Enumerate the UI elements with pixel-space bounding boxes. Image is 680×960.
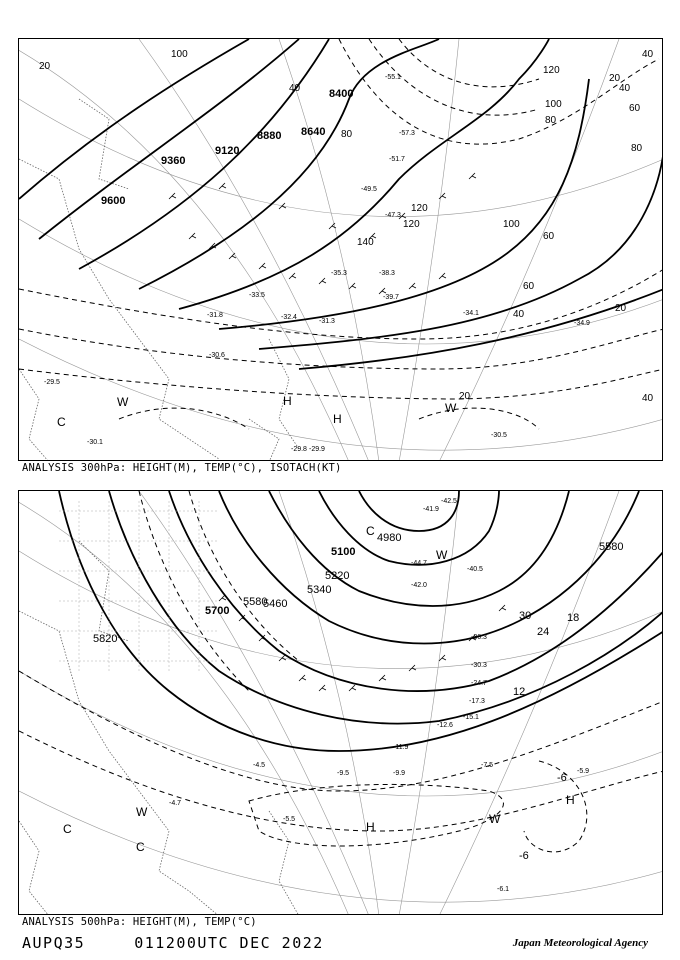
height-label: 5580: [599, 541, 624, 553]
analysis-grid: [59, 501, 219, 671]
warm-center: W: [436, 548, 448, 562]
contour-label: 18: [567, 612, 580, 624]
temp-label: -34.9: [574, 320, 590, 327]
height-label: 8640: [301, 126, 326, 138]
height-label: 9600: [101, 195, 126, 207]
valid-time: 011200UTC DEC 2022: [134, 934, 324, 952]
isotach-label: 100: [503, 219, 520, 230]
temp-label: -55.1: [385, 74, 401, 81]
temp-label: -9.9: [393, 770, 406, 777]
temp-label: -15.1: [463, 714, 479, 721]
chart-code: AUPQ35: [22, 934, 86, 952]
cold-center: C: [57, 415, 66, 429]
isotach-label: 100: [171, 49, 188, 60]
temp-label: -24.7: [471, 680, 487, 687]
height-label: 4980: [377, 532, 402, 544]
high-center: H: [283, 394, 292, 408]
isotach-label: 140: [357, 237, 374, 248]
temp-label: -29.9: [309, 446, 325, 453]
panel-caption-300hpa: ANALYSIS 300hPa: HEIGHT(M), TEMP(°C), ISOTACH(KT): [22, 462, 342, 474]
temp-label: -51.7: [389, 156, 405, 163]
high-center: H: [566, 793, 575, 807]
temp-label: -36.3: [471, 634, 487, 641]
graticule: [19, 39, 663, 461]
high-center: H: [366, 820, 375, 834]
temp-label: -38.3: [379, 270, 395, 277]
warm-center: W: [445, 401, 457, 415]
isotach-label: 20: [615, 303, 627, 314]
isotach-label: 40: [513, 309, 525, 320]
height-label: 9120: [215, 145, 240, 157]
isotach-label: 120: [411, 203, 428, 214]
temp-label: -39.7: [383, 294, 399, 301]
temp-label: -42.5: [441, 498, 457, 505]
isotach-label: 60: [629, 103, 641, 114]
isotach-label: 40: [619, 83, 631, 94]
contour-label: -6: [519, 850, 529, 862]
warm-center: W: [136, 805, 148, 819]
isotach-label: 60: [523, 281, 535, 292]
height-label: 5100: [331, 546, 356, 558]
temp-label: -41.9: [423, 506, 439, 513]
contour-label: -6: [557, 772, 567, 784]
temp-label: -31.3: [319, 318, 335, 325]
temp-label: -57.3: [399, 130, 415, 137]
pressure-centers: [63, 524, 575, 854]
high-center: H: [333, 412, 342, 426]
contour-labels: [513, 610, 579, 862]
height-label: 5700: [205, 605, 230, 617]
map-300hpa-svg: [19, 39, 663, 461]
chart-identifier: [22, 934, 324, 952]
isotach-label: 20: [39, 61, 51, 72]
panel-caption-500hpa: ANALYSIS 500hPa: HEIGHT(M), TEMP(°C): [22, 916, 257, 928]
temp-label: -33.5: [249, 292, 265, 299]
isotach-label: 80: [545, 115, 557, 126]
pressure-centers: [57, 394, 457, 429]
temp-label: -7.5: [481, 762, 494, 769]
map-panel-500hpa: [18, 490, 663, 915]
temp-label: -5.5: [283, 816, 296, 823]
temp-label: -35.3: [331, 270, 347, 277]
isotach-label: 120: [403, 219, 420, 230]
isotach-label: 60: [543, 231, 555, 242]
height-label: 8400: [329, 88, 354, 100]
temp-label: -29.8: [291, 446, 307, 453]
temp-label: -34.1: [463, 310, 479, 317]
isotach-label: 40: [642, 49, 654, 60]
height-label: 5820: [93, 633, 118, 645]
map-panel-300hpa: [18, 38, 663, 461]
temp-label: -11.9: [393, 744, 409, 751]
height-labels: [101, 88, 353, 207]
cold-center: C: [63, 822, 72, 836]
temp-label: -30.6: [209, 352, 225, 359]
isotach-label: 120: [543, 65, 560, 76]
temp-label: -30.5: [491, 432, 507, 439]
isotach-label: 40: [289, 83, 301, 94]
height-label: 5460: [263, 598, 288, 610]
temp-label: -5.9: [577, 768, 590, 775]
warm-center: W: [489, 812, 501, 826]
contour-label: 12: [513, 686, 526, 698]
height-label: 8880: [257, 130, 282, 142]
coastlines: [19, 99, 299, 461]
temp-label: -49.5: [361, 186, 377, 193]
temp-label: -40.5: [467, 566, 483, 573]
isotach-label: 40: [642, 393, 654, 404]
map-500hpa-svg: [19, 491, 663, 915]
isotach-label: 20: [459, 391, 471, 402]
height-label: 5220: [325, 570, 350, 582]
isotach-label: 100: [545, 99, 562, 110]
temp-label: -30.1: [87, 439, 103, 446]
height-label: 5580: [243, 596, 268, 608]
temp-label: -31.8: [207, 312, 223, 319]
isotach-labels: [39, 49, 654, 404]
agency-name: Japan Meteorological Agency: [512, 937, 648, 949]
height-label: 5340: [307, 584, 332, 596]
temp-label: -17.3: [469, 698, 485, 705]
temp-label: -32.4: [281, 314, 297, 321]
temp-label: -47.3: [385, 212, 401, 219]
isotach-label: 80: [631, 143, 643, 154]
height-label: 9360: [161, 155, 186, 167]
temp-label: -4.7: [169, 800, 182, 807]
isotach-label: 80: [341, 129, 353, 140]
temp-label: -9.5: [337, 770, 350, 777]
temp-label: -12.6: [437, 722, 453, 729]
temp-label: -4.5: [253, 762, 266, 769]
contour-label: 24: [537, 626, 550, 638]
isotach-label: 20: [609, 73, 621, 84]
cold-center: C: [136, 840, 145, 854]
temp-label: -6.1: [497, 886, 510, 893]
cold-center: C: [366, 524, 375, 538]
wind-barbs: [169, 173, 476, 294]
temp-label: -30.3: [471, 662, 487, 669]
temp-label: -44.7: [411, 560, 427, 567]
contour-label: 30: [519, 610, 532, 622]
temp-label: -42.0: [411, 582, 427, 589]
temp-label: -29.5: [44, 379, 60, 386]
warm-center: W: [117, 395, 129, 409]
